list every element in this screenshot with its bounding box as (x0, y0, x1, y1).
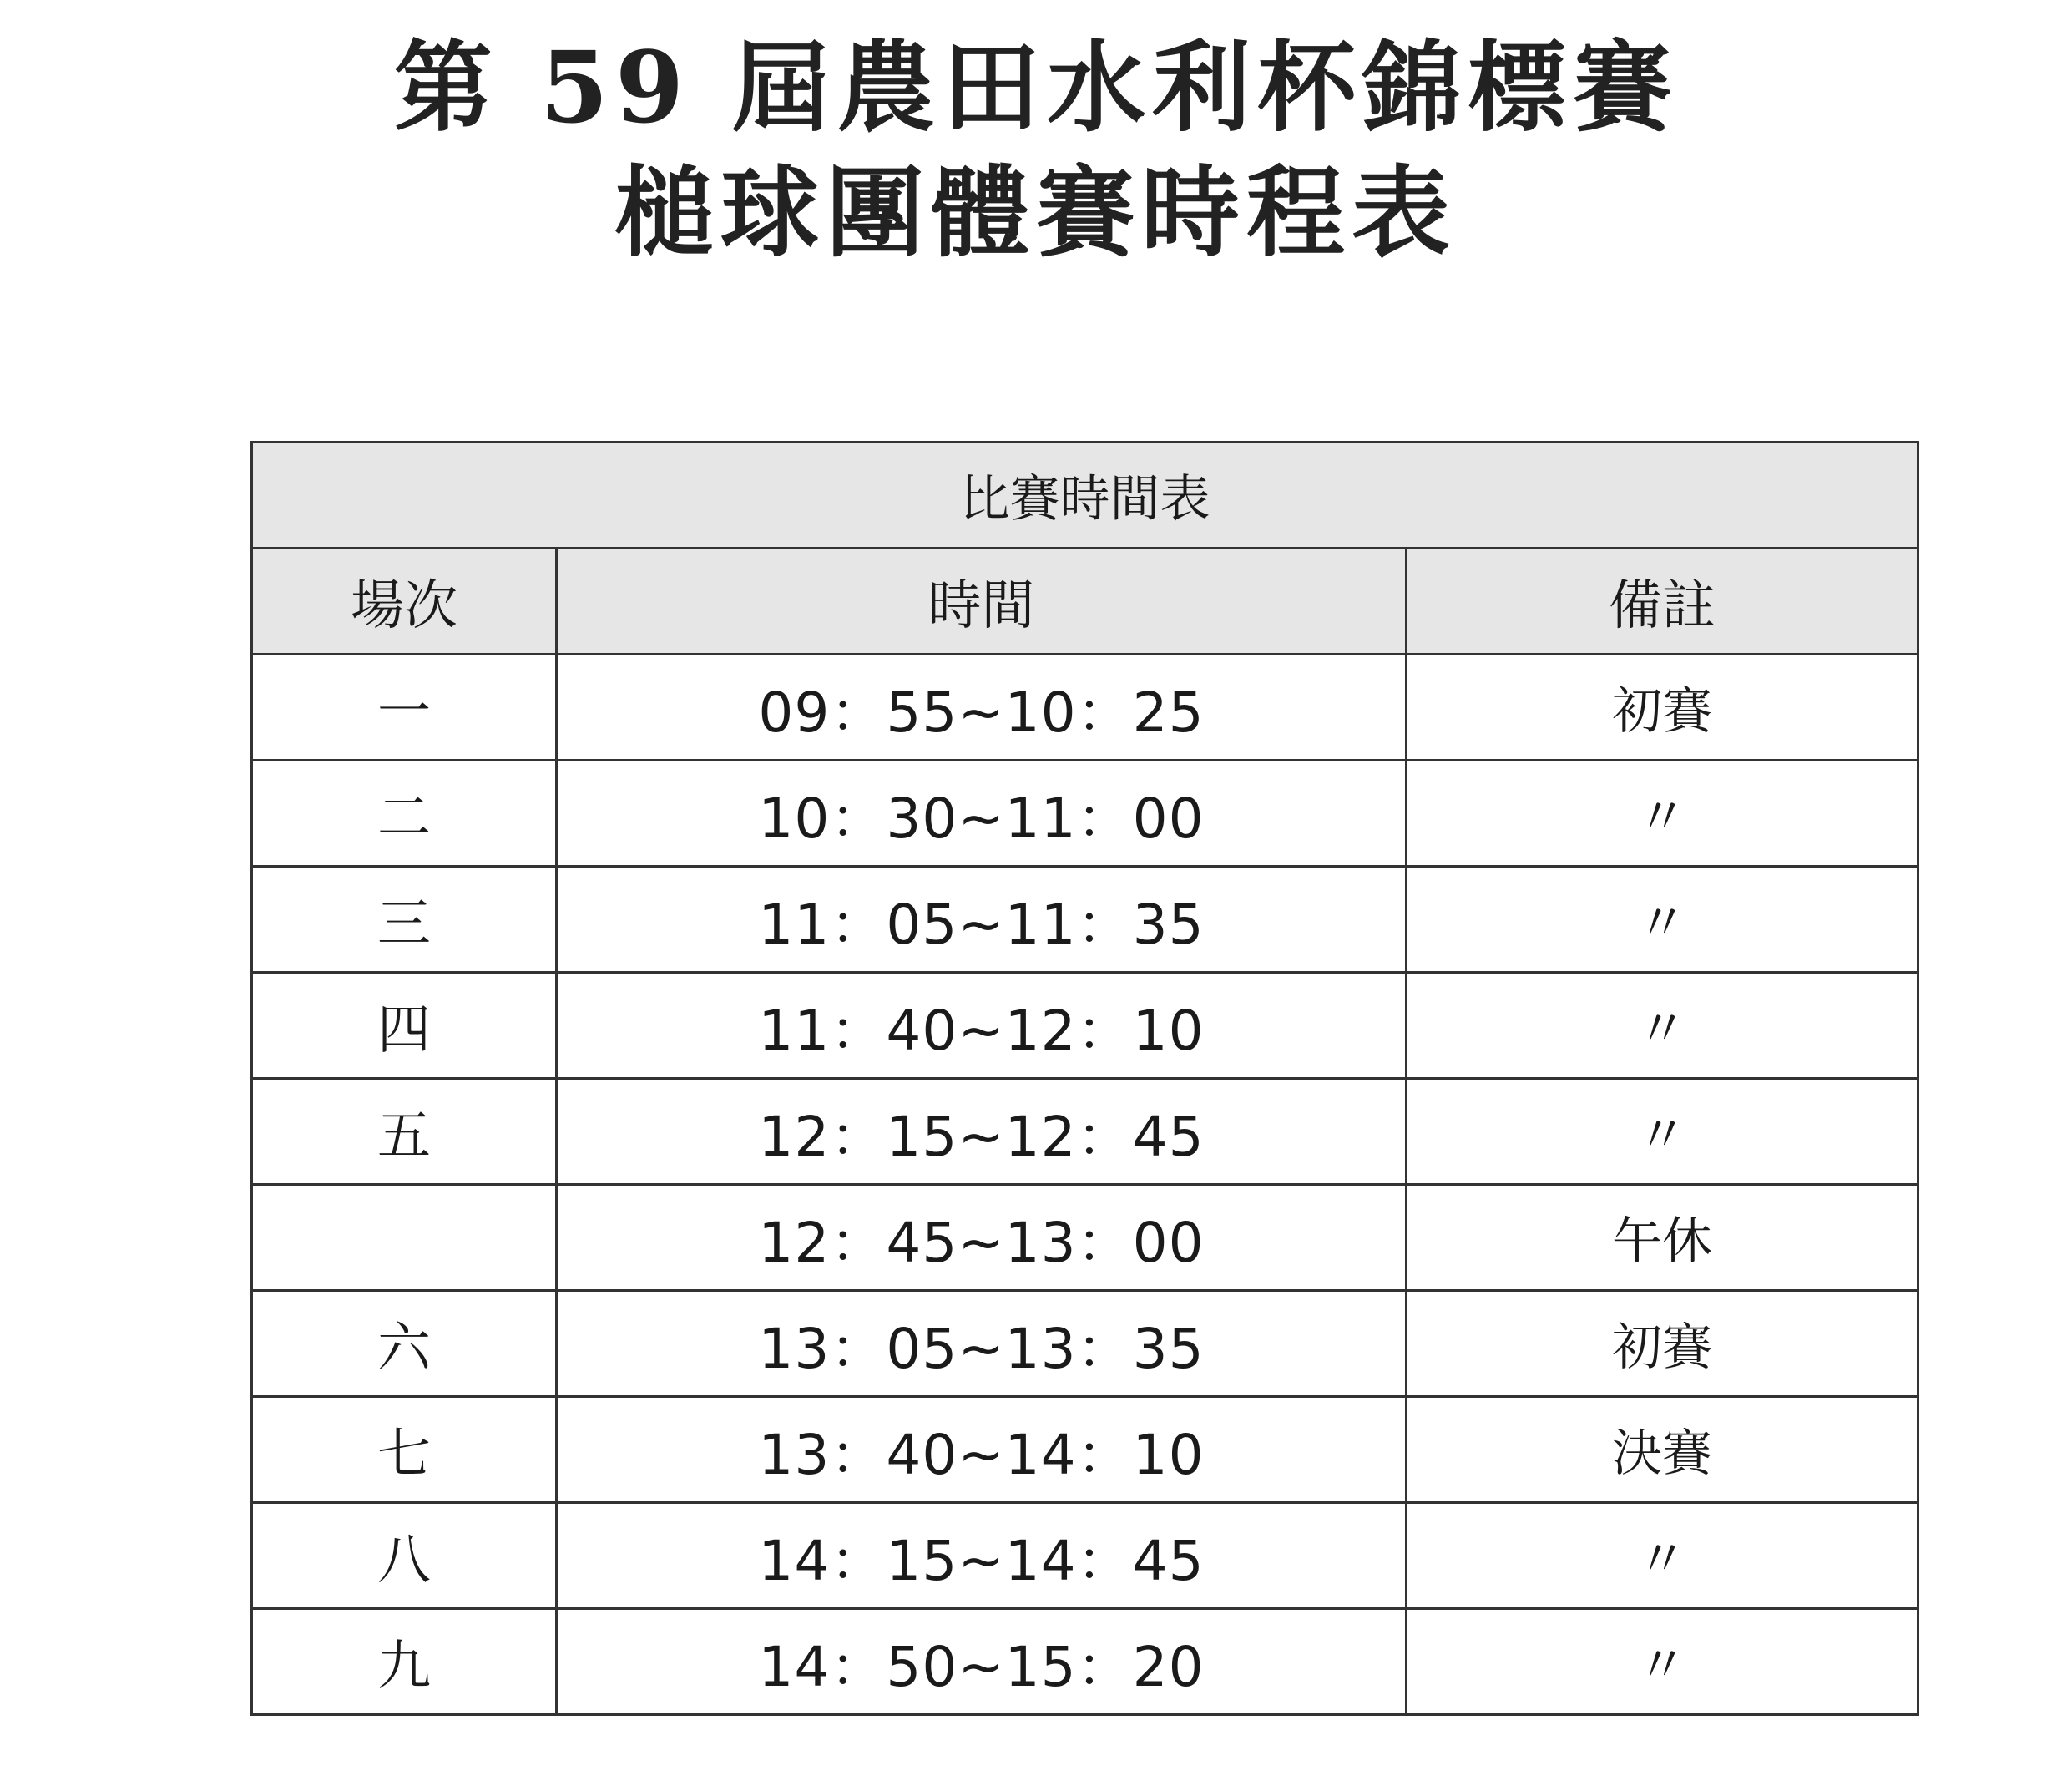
note-cell: 午休 (1407, 1185, 1918, 1291)
round-cell: 八 (252, 1503, 557, 1609)
note-cell: 〃 (1407, 1503, 1918, 1609)
table-row (252, 1291, 1918, 1397)
note-cell: 初賽 (1407, 1291, 1918, 1397)
title-line-2: 槌球團體賽時程表 (614, 154, 1457, 271)
table-row (252, 1609, 1918, 1715)
time-cell: 09：55~10：25 (557, 655, 1407, 761)
time-cell: 10：30~11：00 (557, 761, 1407, 867)
table-row (252, 867, 1918, 973)
round-cell: 一 (252, 655, 557, 761)
note-cell: 〃 (1407, 761, 1918, 867)
round-cell: 五 (252, 1079, 557, 1185)
header-round: 場次 (252, 549, 557, 655)
time-cell: 12：45~13：00 (557, 1185, 1407, 1291)
note-cell: 初賽 (1407, 655, 1918, 761)
round-cell: 四 (252, 973, 557, 1079)
table-header-row (252, 549, 1918, 655)
table-row (252, 655, 1918, 761)
table-row (252, 1185, 1918, 1291)
table-caption-row (252, 443, 1918, 549)
round-cell: 三 (252, 867, 557, 973)
time-cell: 13：40~14：10 (557, 1397, 1407, 1503)
round-cell: 二 (252, 761, 557, 867)
time-cell: 12：15~12：45 (557, 1079, 1407, 1185)
time-cell: 11：05~11：35 (557, 867, 1407, 973)
table-row (252, 1503, 1918, 1609)
round-cell (252, 1185, 557, 1291)
time-cell: 11：40~12：10 (557, 973, 1407, 1079)
note-cell: 〃 (1407, 973, 1918, 1079)
table-row (252, 761, 1918, 867)
note-cell: 〃 (1407, 867, 1918, 973)
round-cell: 九 (252, 1609, 557, 1715)
note-cell: 〃 (1407, 1609, 1918, 1715)
table-row (252, 1079, 1918, 1185)
header-time: 時間 (557, 549, 1407, 655)
round-cell: 七 (252, 1397, 557, 1503)
time-cell: 14：15~14：45 (557, 1503, 1407, 1609)
table-caption: 比賽時間表 (252, 443, 1918, 549)
title-line-1: 第 59 屆農田水利杯錦標賽 (393, 29, 1679, 145)
schedule-table (250, 441, 1919, 1716)
time-cell: 14：50~15：20 (557, 1609, 1407, 1715)
note-cell: 決賽 (1407, 1397, 1918, 1503)
header-note: 備註 (1407, 549, 1918, 655)
round-cell: 六 (252, 1291, 557, 1397)
table-row (252, 973, 1918, 1079)
document-title (0, 25, 2072, 276)
note-cell: 〃 (1407, 1079, 1918, 1185)
time-cell: 13：05~13：35 (557, 1291, 1407, 1397)
table-row (252, 1397, 1918, 1503)
